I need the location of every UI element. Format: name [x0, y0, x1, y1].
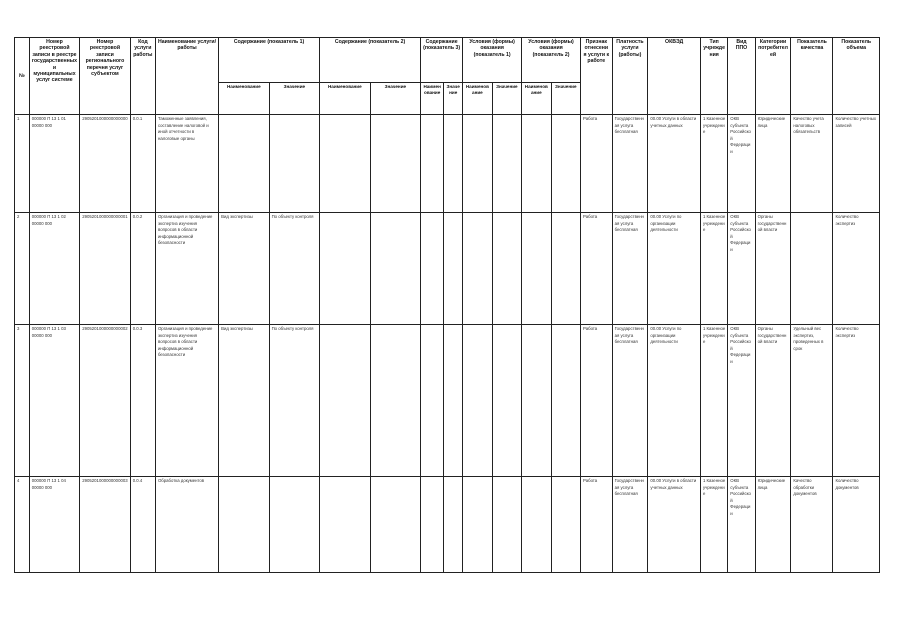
cell-u2-name: [522, 213, 551, 325]
cell-reg-regional: 2905201000000000000: [80, 115, 131, 213]
cell-u2-name: [522, 115, 551, 213]
header-c1-name: Наименование: [219, 82, 270, 114]
header-volume-indicator: Показатель объема: [833, 38, 880, 115]
cell-c3-val: [444, 115, 463, 213]
header-reg-number-regional: Номер реестровой записи регионального перечня услуг субъектом: [80, 38, 131, 115]
cell-okved: 00.00 Услуги по организации деятельности: [648, 325, 701, 477]
cell-payment: Государственная услуга бесплатная: [612, 213, 648, 325]
cell-quality: Качество обработки документов: [791, 477, 833, 573]
header-content-2: Содержание (показатель 2): [320, 38, 421, 83]
cell-c1-val: По объекту контроля: [269, 213, 320, 325]
cell-ppo: ОКВ субъекта Российской Федерации: [728, 213, 755, 325]
cell-type: 1 Казенное учреждение: [700, 213, 727, 325]
registry-sheet: [14, 37, 880, 573]
header-c1-value: Значение: [269, 82, 320, 114]
header-conditions-2: Условия (формы) оказания (показатель 2): [522, 38, 581, 83]
cell-c1-val: [269, 115, 320, 213]
cell-code: 0.0.2: [130, 213, 155, 325]
header-c2-value: Значение: [370, 82, 421, 114]
header-num: №: [15, 38, 30, 115]
header-ppo-kind: Вид ППО: [728, 38, 755, 115]
cell-type: 1 Казенное учреждение: [700, 325, 727, 477]
cell-c1-name: Вид экспертизы: [219, 213, 270, 325]
cell-c1-name: [219, 477, 270, 573]
cell-type: 1 Казенное учреждение: [700, 115, 727, 213]
cell-okved: 00.00 Услуги в области учетных данных: [648, 115, 701, 213]
cell-ppo: ОКВ субъекта Российской Федерации: [728, 325, 755, 477]
cell-volume: Количество экспертиз: [833, 325, 880, 477]
cell-ppo: ОКВ субъекта Российской Федерации: [728, 477, 755, 573]
cell-name: Организация и проведение экспертиз изучения вопросов в области информационной безопасности: [155, 325, 218, 477]
registry-table: [14, 37, 880, 573]
cell-payment: Государственная услуга бесплатная: [612, 477, 648, 573]
cell-c1-name: [219, 115, 270, 213]
header-service-name: Наименование услуги/работы: [155, 38, 218, 115]
table-row: [15, 325, 880, 477]
header-u2-value: Значение: [551, 82, 580, 114]
header-row-main: [15, 38, 880, 83]
header-institution-type: Тип учреждения: [700, 38, 727, 115]
cell-u2-val: [551, 213, 580, 325]
cell-reg: 000000 П 13 1 04 00000 000: [29, 477, 80, 573]
cell-c2-name: [320, 115, 371, 213]
cell-reg: 000000 П 13 1 02 00000 000: [29, 213, 80, 325]
table-row: [15, 213, 880, 325]
cell-volume: Количество экспертиз: [833, 213, 880, 325]
cell-payment: Государственная услуга бесплатная: [612, 115, 648, 213]
cell-kind: Работа: [581, 325, 613, 477]
cell-u1-name: [463, 325, 492, 477]
cell-num: 2: [15, 213, 30, 325]
cell-category: Органы государственной власти: [755, 213, 791, 325]
cell-ppo: ОКВ субъекта Российской Федерации: [728, 115, 755, 213]
cell-name: Обработка документов: [155, 477, 218, 573]
cell-c3-name: [421, 213, 444, 325]
cell-u1-val: [492, 477, 521, 573]
cell-quality: [791, 213, 833, 325]
cell-type: 1 Казенное учреждение: [700, 477, 727, 573]
cell-okved: 00.00 Услуги по организации деятельности: [648, 213, 701, 325]
cell-kind: Работа: [581, 477, 613, 573]
cell-c3-val: [444, 325, 463, 477]
cell-c3-name: [421, 115, 444, 213]
header-service-code: Код услуги работы: [130, 38, 155, 115]
cell-volume: Количество документов: [833, 477, 880, 573]
cell-kind: Работа: [581, 213, 613, 325]
cell-u2-val: [551, 115, 580, 213]
table-row: [15, 477, 880, 573]
cell-name: Таможенные заявления, составление налоговой и иной отчетности в налоговые органы: [155, 115, 218, 213]
cell-c3-name: [421, 325, 444, 477]
cell-u1-val: [492, 325, 521, 477]
cell-c1-val: [269, 477, 320, 573]
cell-reg: 000000 П 13 1 01 00000 000: [29, 115, 80, 213]
cell-u2-val: [551, 477, 580, 573]
cell-c3-name: [421, 477, 444, 573]
cell-c2-val: [370, 213, 421, 325]
cell-quality: Качество учета налоговых обязательств: [791, 115, 833, 213]
cell-reg-regional: 2905201000000000001: [80, 213, 131, 325]
cell-category: Юридические лица: [755, 477, 791, 573]
header-u2-name: Наименование: [522, 82, 551, 114]
cell-c2-val: [370, 325, 421, 477]
cell-name: Организация и проведение экспертиз изучения вопросов в области информационной безопасности: [155, 213, 218, 325]
cell-u1-name: [463, 213, 492, 325]
cell-u2-val: [551, 325, 580, 477]
table-body: [15, 115, 880, 573]
header-content-1: Содержание (показатель 1): [219, 38, 320, 83]
cell-c3-val: [444, 477, 463, 573]
header-reg-number: Номер реестровой записи в реестре государственных и муниципальных услуг системе: [29, 38, 80, 115]
cell-num: 4: [15, 477, 30, 573]
cell-code: 0.0.1: [130, 115, 155, 213]
cell-category: Юридические лица: [755, 115, 791, 213]
cell-code: 0.0.4: [130, 477, 155, 573]
cell-kind: Работа: [581, 115, 613, 213]
header-c2-name: Наименование: [320, 82, 371, 114]
cell-category: Органы государственной власти: [755, 325, 791, 477]
cell-u1-val: [492, 213, 521, 325]
cell-u2-name: [522, 325, 551, 477]
cell-c2-val: [370, 115, 421, 213]
cell-okved: 00.00 Услуги в области учетных данных: [648, 477, 701, 573]
cell-num: 3: [15, 325, 30, 477]
cell-reg-regional: 2905201000000000003: [80, 477, 131, 573]
cell-volume: Количество учетных записей: [833, 115, 880, 213]
cell-u2-name: [522, 477, 551, 573]
header-content-3: Содержание (показатель 3): [421, 38, 463, 83]
header-consumer-category: Категории потребителей: [755, 38, 791, 115]
cell-quality: Удельный вес экспертиз, проведенных в срок: [791, 325, 833, 477]
header-c3-name: Наименование: [421, 82, 444, 114]
header-u1-name: Наименование: [463, 82, 492, 114]
cell-c1-val: По объекту контроля: [269, 325, 320, 477]
header-payment: Платность услуги (работы): [612, 38, 648, 115]
cell-code: 0.0.3: [130, 325, 155, 477]
header-u1-value: Значение: [492, 82, 521, 114]
cell-c1-name: Вид экспертизы: [219, 325, 270, 477]
cell-c2-name: [320, 477, 371, 573]
header-conditions-1: Условия (формы) оказания (показатель 1): [463, 38, 522, 83]
header-okved: ОКВЭД: [648, 38, 701, 115]
cell-u1-name: [463, 115, 492, 213]
header-kind: Признак отнесения услуги к работе: [581, 38, 613, 115]
cell-c3-val: [444, 213, 463, 325]
cell-c2-name: [320, 213, 371, 325]
cell-reg: 000000 П 13 1 03 00000 000: [29, 325, 80, 477]
cell-u1-val: [492, 115, 521, 213]
header-c3-value: Значение: [444, 82, 463, 114]
cell-num: 1: [15, 115, 30, 213]
cell-c2-name: [320, 325, 371, 477]
table-row: [15, 115, 880, 213]
cell-reg-regional: 2905201000000000002: [80, 325, 131, 477]
cell-payment: Государственная услуга бесплатная: [612, 325, 648, 477]
cell-u1-name: [463, 477, 492, 573]
cell-c2-val: [370, 477, 421, 573]
header-quality-indicator: Показатель качества: [791, 38, 833, 115]
